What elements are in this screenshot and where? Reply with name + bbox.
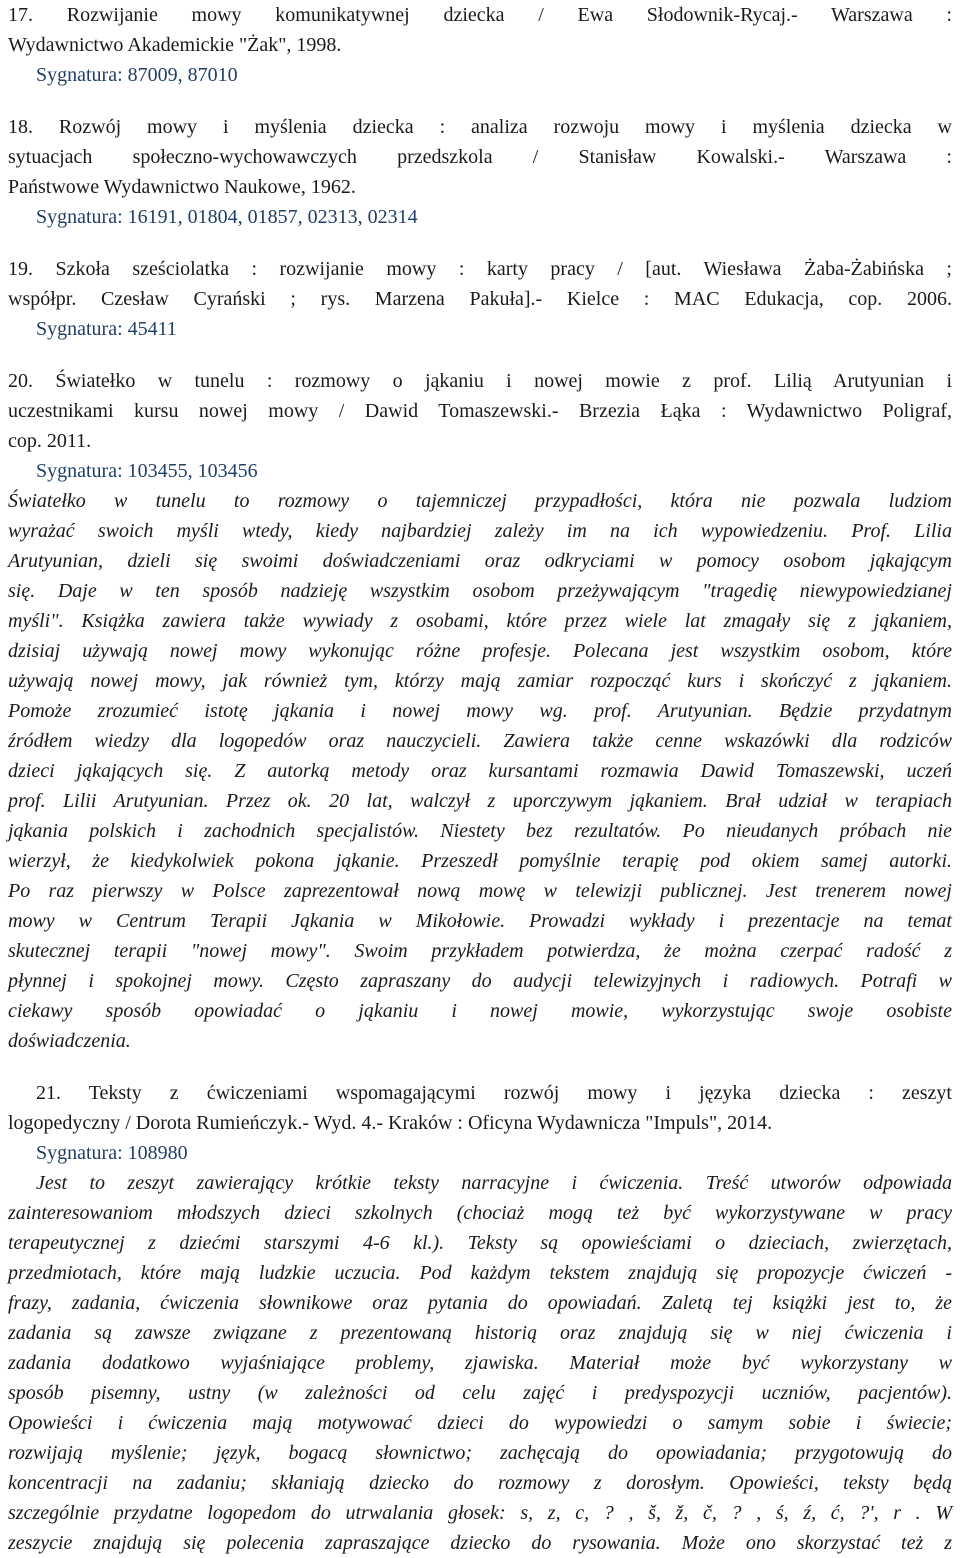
signature-label: Sygnatura:	[36, 1142, 123, 1164]
entry-title-line: Wydawnictwo Akademickie "Żak", 1998.	[8, 34, 342, 56]
signature-line	[8, 314, 952, 344]
signature-line	[8, 202, 952, 232]
description-line: używają nowej mowy, jak również tym, którzy mają zamiar rozpocząć kurs i skończyć z jąkaniem.	[8, 670, 952, 692]
entry-separator	[8, 90, 952, 112]
description-line: szczególnie przydatne logopedom do utrwalania głosek: s, z, c, ? , š, ž, č, ? , ś, ź, ć, ?', r . W	[8, 1502, 952, 1524]
description-line: doświadczenia.	[8, 1030, 131, 1052]
description-line: Jest to zeszyt zawierający krótkie teksty narracyjne i ćwiczenia. Treść utworów odpowiada	[36, 1172, 952, 1194]
description-line: jąkania polskich i zachodnich specjalistów. Niestety bez rezultatów. Po nieudanych próbach nie	[8, 820, 952, 842]
bibliography-entry-19	[8, 254, 952, 344]
entry-title-line: cop. 2011.	[8, 430, 92, 452]
signature-value: 87009, 87010	[127, 64, 238, 86]
signature-value: 103455, 103456	[127, 460, 258, 482]
description-line: przedmiotach, które mają ludzkie uczucia. Pod każdym tekstem znajdują się propozycje ćwiczeń -	[8, 1262, 952, 1284]
signature-label: Sygnatura:	[36, 460, 123, 482]
description-line: Opowieści i ćwiczenia mają motywować dzieci do wypowiedzi o samym sobie i świecie;	[8, 1412, 952, 1434]
description-line: dzieci jąkających się. Z autorką metody oraz kursantami rozmawia Dawid Tomaszewski, uczeń	[8, 760, 952, 782]
description-line: myśli". Książka zawiera także wywiady z osobami, które przez wiele lat zmagały się z jąkaniem,	[8, 610, 952, 632]
signature-label: Sygnatura:	[36, 318, 123, 340]
signature-label: Sygnatura:	[36, 64, 123, 86]
entry-title-line: uczestnikami kursu nowej mowy / Dawid Tomaszewski.- Brzezia Łąka : Wydawnictwo Poligraf,	[8, 400, 952, 422]
entry-separator	[8, 232, 952, 254]
signature-value: 45411	[127, 318, 177, 340]
description-line: wyrażać swoich myśli wtedy, kiedy najbardziej zależy im na ich wypowiedzeniu. Prof. Lilia	[8, 520, 952, 542]
description-line: zeszycie znajdują się polecenia zapraszające dziecko do rysowania. Może ono skorzystać też z	[8, 1532, 952, 1554]
description-line: mowy w Centrum Terapii Jąkania w Mikołowie. Prowadzi wykłady i prezentacje na temat	[8, 910, 952, 932]
signature-line	[8, 1138, 952, 1168]
description-line: Po raz pierwszy w Polsce zaprezentował nową mowę w telewizji publicznej. Jest trenerem nowej	[8, 880, 952, 902]
entry-separator	[8, 344, 952, 366]
bibliography-entry-20	[8, 366, 952, 1056]
entry-description	[8, 1168, 952, 1558]
entry-title-line: sytuacjach społeczno-wychowawczych przedszkola / Stanisław Kowalski.- Warszawa :	[8, 146, 952, 168]
description-line: dzisiaj używają nowej mowy wykonując różne profesje. Polecana jest wszystkim osobom, które	[8, 640, 952, 662]
bibliography-entry-18	[8, 112, 952, 232]
description-line: źródłem wiedzy dla logopedów oraz nauczycieli. Zawiera także cenne wskazówki dla rodziców	[8, 730, 952, 752]
entry-description	[8, 486, 952, 1056]
entry-title-line: 21. Teksty z ćwiczeniami wspomagającymi rozwój mowy i języka dziecka : zeszyt	[36, 1082, 952, 1104]
bibliography-entry-17	[8, 0, 952, 90]
entry-title-line: 20. Światełko w tunelu : rozmowy o jąkaniu i nowej mowie z prof. Lilią Arutyunian i	[8, 370, 952, 392]
entry-title-line: Państwowe Wydawnictwo Naukowe, 1962.	[8, 176, 356, 198]
signature-line	[8, 456, 952, 486]
entry-title-line: współpr. Czesław Cyrański ; rys. Marzena Pakuła].- Kielce : MAC Edukacja, cop. 2006.	[8, 288, 952, 310]
entry-title-line: 17. Rozwijanie mowy komunikatywnej dziecka / Ewa Słodownik-Rycaj.- Warszawa :	[8, 4, 952, 26]
description-line: Arutyunian, dzieli się swoimi doświadczeniami oraz odkryciami w pomocy osobom jąkającym	[8, 550, 952, 572]
description-line: zainteresowaniom młodszych dzieci szkolnych (chociaż mogą też być wykorzystywane w pracy	[8, 1202, 952, 1224]
signature-line	[8, 60, 952, 90]
description-line: zadania dodatkowo wyjaśniające problemy, zjawiska. Materiał może być wykorzystany w	[8, 1352, 952, 1374]
description-line: zadania są zawsze związane z prezentowaną historią oraz znajdują się w niej ćwiczenia i	[8, 1322, 952, 1344]
description-line: koncentracji na zadaniu; skłaniają dziecko do rozmowy z dorosłym. Opowieści, teksty będą	[8, 1472, 952, 1494]
entry-title-line: 19. Szkoła sześciolatka : rozwijanie mowy : karty pracy / [aut. Wiesława Żaba-Żabińska ;	[8, 258, 952, 280]
description-line: Pomoże zrozumieć istotę jąkania i nowej mowy wg. prof. Arutyunian. Będzie przydatnym	[8, 700, 952, 722]
bibliography-entry-21	[8, 1078, 952, 1558]
description-line: Światełko w tunelu to rozmowy o tajemniczej przypadłości, która nie pozwala ludziom	[8, 490, 952, 512]
signature-label: Sygnatura:	[36, 206, 123, 228]
description-line: prof. Lilii Arutyunian. Przez ok. 20 lat, walczył z uporczywym jąkaniem. Brał udział w terapiach	[8, 790, 952, 812]
description-line: rozwijają myślenie; język, bogacą słownictwo; zachęcają do opowiadania; przygotowują do	[8, 1442, 952, 1464]
description-line: skutecznej terapii "nowej mowy". Swoim przykładem potwierdza, że można czerpać radość z	[8, 940, 952, 962]
description-line: sposób pisemny, ustny (w zależności od celu zajęć i predyspozycji uczniów, pacjentów).	[8, 1382, 952, 1404]
signature-value: 108980	[127, 1142, 188, 1164]
entry-separator	[8, 1056, 952, 1078]
description-line: płynnej i spokojnej mowy. Często zapraszany do audycji telewizyjnych i radiowych. Potrafi w	[8, 970, 952, 992]
signature-value: 16191, 01804, 01857, 02313, 02314	[127, 206, 418, 228]
entry-title-line: logopedyczny / Dorota Rumieńczyk.- Wyd. 4.- Kraków : Oficyna Wydawnicza "Impuls", 2014.	[8, 1112, 773, 1134]
description-line: frazy, zadania, ćwiczenia słownikowe oraz pytania do opowiadań. Zaletą tej książki jest to, że	[8, 1292, 952, 1314]
entry-title-line: 18. Rozwój mowy i myślenia dziecka : analiza rozwoju mowy i myślenia dziecka w	[8, 116, 952, 138]
description-line: się. Daje w ten sposób nadzieję wszystkim osobom przeżywającym "tragedię niewypowiedzianej	[8, 580, 952, 602]
description-line: ciekawy sposób opowiadać o jąkaniu i nowej mowie, wykorzystując swoje osobiste	[8, 1000, 952, 1022]
description-line: wierzył, że kiedykolwiek pokona jąkanie. Przeszedł pomyślnie terapię pod okiem samej autorki.	[8, 850, 952, 872]
description-line: terapeutycznej z dziećmi starszymi 4-6 kl.). Teksty są opowieściami o dzieciach, zwierzętach,	[8, 1232, 952, 1254]
